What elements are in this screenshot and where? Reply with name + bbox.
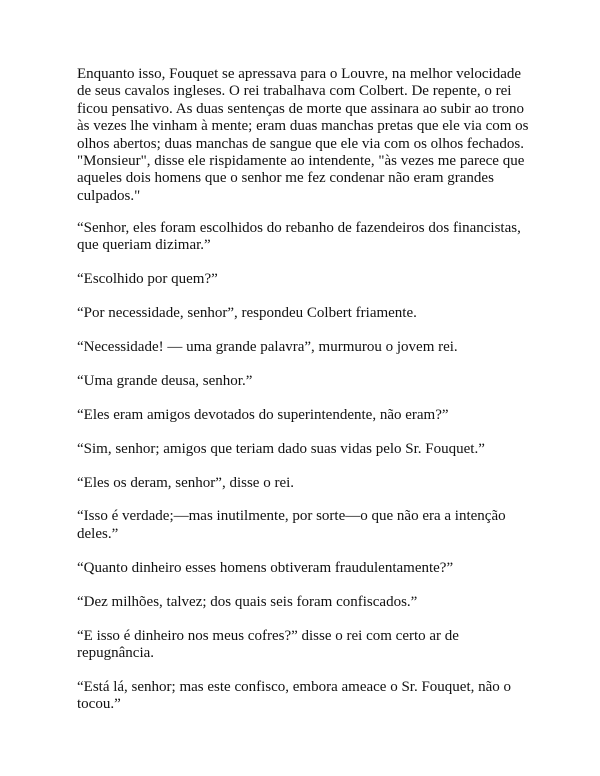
paragraph-dialogue: “Uma grande deusa, senhor.”	[77, 372, 253, 389]
paragraph-dialogue: “Eles eram amigos devotados do superintendente, não eram?”	[77, 406, 449, 423]
paragraph-dialogue: “Está lá, senhor; mas este confisco, embora ameace o Sr. Fouquet, não o tocou.”	[77, 678, 512, 713]
paragraph-dialogue: “Por necessidade, senhor”, respondeu Colbert friamente.	[77, 304, 417, 321]
paragraph-dialogue: “Senhor, eles foram escolhidos do rebanho de fazendeiros dos financistas, que queriam dizimar.”	[77, 219, 521, 254]
paragraph-dialogue: “Quanto dinheiro esses homens obtiveram fraudulentamente?”	[77, 559, 454, 576]
paragraph-dialogue: “Dez milhões, talvez; dos quais seis foram confiscados.”	[77, 593, 418, 610]
paragraph-dialogue: “Eles os deram, senhor”, disse o rei.	[77, 474, 295, 491]
paragraph-narration: Enquanto isso, Fouquet se apressava para o Louvre, na melhor velocidade de seus cavalos ingleses. O rei trabalhava com Colbert. De repente, o rei ficou pensativo. As duas sentenças de morte que assinara ao subir ao trono às vezes lhe vinham à mente; eram duas manchas pretas que ele via com os olhos abertos; duas manchas de sangue que ele via com os olhos fechados. "Monsieur", disse ele rispidamente ao intendente, "às vezes me parece que aqueles dois homens que o senhor me fez condenar não eram grandes culpados."	[77, 66, 529, 204]
paragraph-dialogue: “E isso é dinheiro nos meus cofres?” disse o rei com certo ar de repugnância.	[77, 627, 459, 661]
paragraph-dialogue: “Isso é verdade;—mas inutilmente, por sorte—o que não era a intenção deles.”	[77, 508, 506, 542]
paragraph-dialogue: “Necessidade! — uma grande palavra”, murmurou o jovem rei.	[77, 338, 458, 355]
document-page	[77, 66, 533, 730]
paragraph-dialogue: “Sim, senhor; amigos que teriam dado suas vidas pelo Sr. Fouquet.”	[77, 440, 485, 457]
paragraph-dialogue: “Escolhido por quem?”	[77, 271, 218, 288]
